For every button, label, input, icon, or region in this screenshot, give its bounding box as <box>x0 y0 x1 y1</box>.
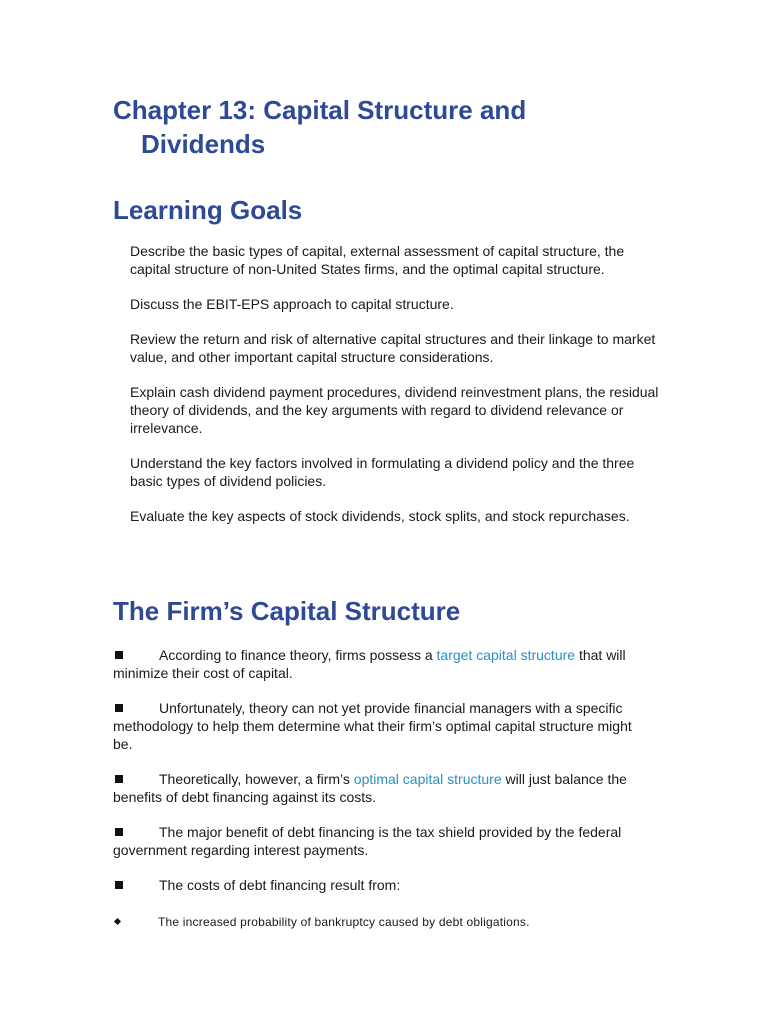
firm-bullet-item <box>113 699 653 753</box>
sub-bullet-item <box>113 914 530 930</box>
firm-capital-structure-heading: The Firm’s Capital Structure <box>113 596 461 626</box>
learning-goal-item: Understand the key factors involved in formulating a dividend policy and the three basic types of dividend policies. <box>130 455 635 489</box>
firm-bullet-item <box>113 823 653 859</box>
square-bullet-icon <box>115 828 123 836</box>
firm-bullet-text: Unfortunately, theory can not yet provide financial managers with a specific methodology to help them determine what their firm’s optimal capital structure might be. <box>113 700 632 752</box>
highlight-term: optimal capital structure <box>353 771 502 787</box>
highlight-term: target capital structure <box>436 647 576 663</box>
firm-bullet-text: According to finance theory, firms possess a <box>159 647 437 663</box>
learning-goal-item: Discuss the EBIT-EPS approach to capital structure. <box>130 296 454 312</box>
learning-goals-heading: Learning Goals <box>113 195 303 225</box>
firm-bullet-text: The costs of debt financing result from: <box>159 877 401 893</box>
firm-bullet-text: Theoretically, however, a firm’s <box>159 771 354 787</box>
learning-goals-list <box>130 242 660 542</box>
firm-bullet-text: will just balance the benefits of debt financing against its costs. <box>113 771 627 805</box>
firm-bullet-item <box>113 646 653 682</box>
square-bullet-icon <box>115 775 123 783</box>
square-bullet-icon <box>115 651 123 659</box>
firm-bullet-text: that will minimize their cost of capital. <box>113 647 626 681</box>
chapter-title-line1: Chapter 13: Capital Structure and <box>113 95 527 125</box>
learning-goal-item: Review the return and risk of alternative capital structures and their linkage to market value, and other important capital structure considerations. <box>130 331 656 365</box>
firm-bullet-item <box>113 876 653 894</box>
firm-bullet-list <box>113 646 653 911</box>
learning-goal-item: Describe the basic types of capital, external assessment of capital structure, the capital structure of non-United States firms, and the optimal capital structure. <box>130 243 625 277</box>
sub-bullet-text: The increased probability of bankruptcy caused by debt obligations. <box>158 915 530 929</box>
learning-goal-item: Evaluate the key aspects of stock dividends, stock splits, and stock repurchases. <box>130 508 630 524</box>
firm-bullet-text: The major benefit of debt financing is the tax shield provided by the federal government regarding interest payments. <box>113 824 622 858</box>
square-bullet-icon <box>115 881 123 889</box>
square-bullet-icon <box>115 704 123 712</box>
firm-bullet-item <box>113 770 653 806</box>
diamond-bullet-icon <box>114 918 121 925</box>
chapter-title-line2: Dividends <box>141 129 266 159</box>
learning-goal-item: Explain cash dividend payment procedures, dividend reinvestment plans, the residual theory of dividends, and the key arguments with regard to dividend relevance or irrelevance. <box>130 384 659 436</box>
chapter-title <box>113 93 713 161</box>
